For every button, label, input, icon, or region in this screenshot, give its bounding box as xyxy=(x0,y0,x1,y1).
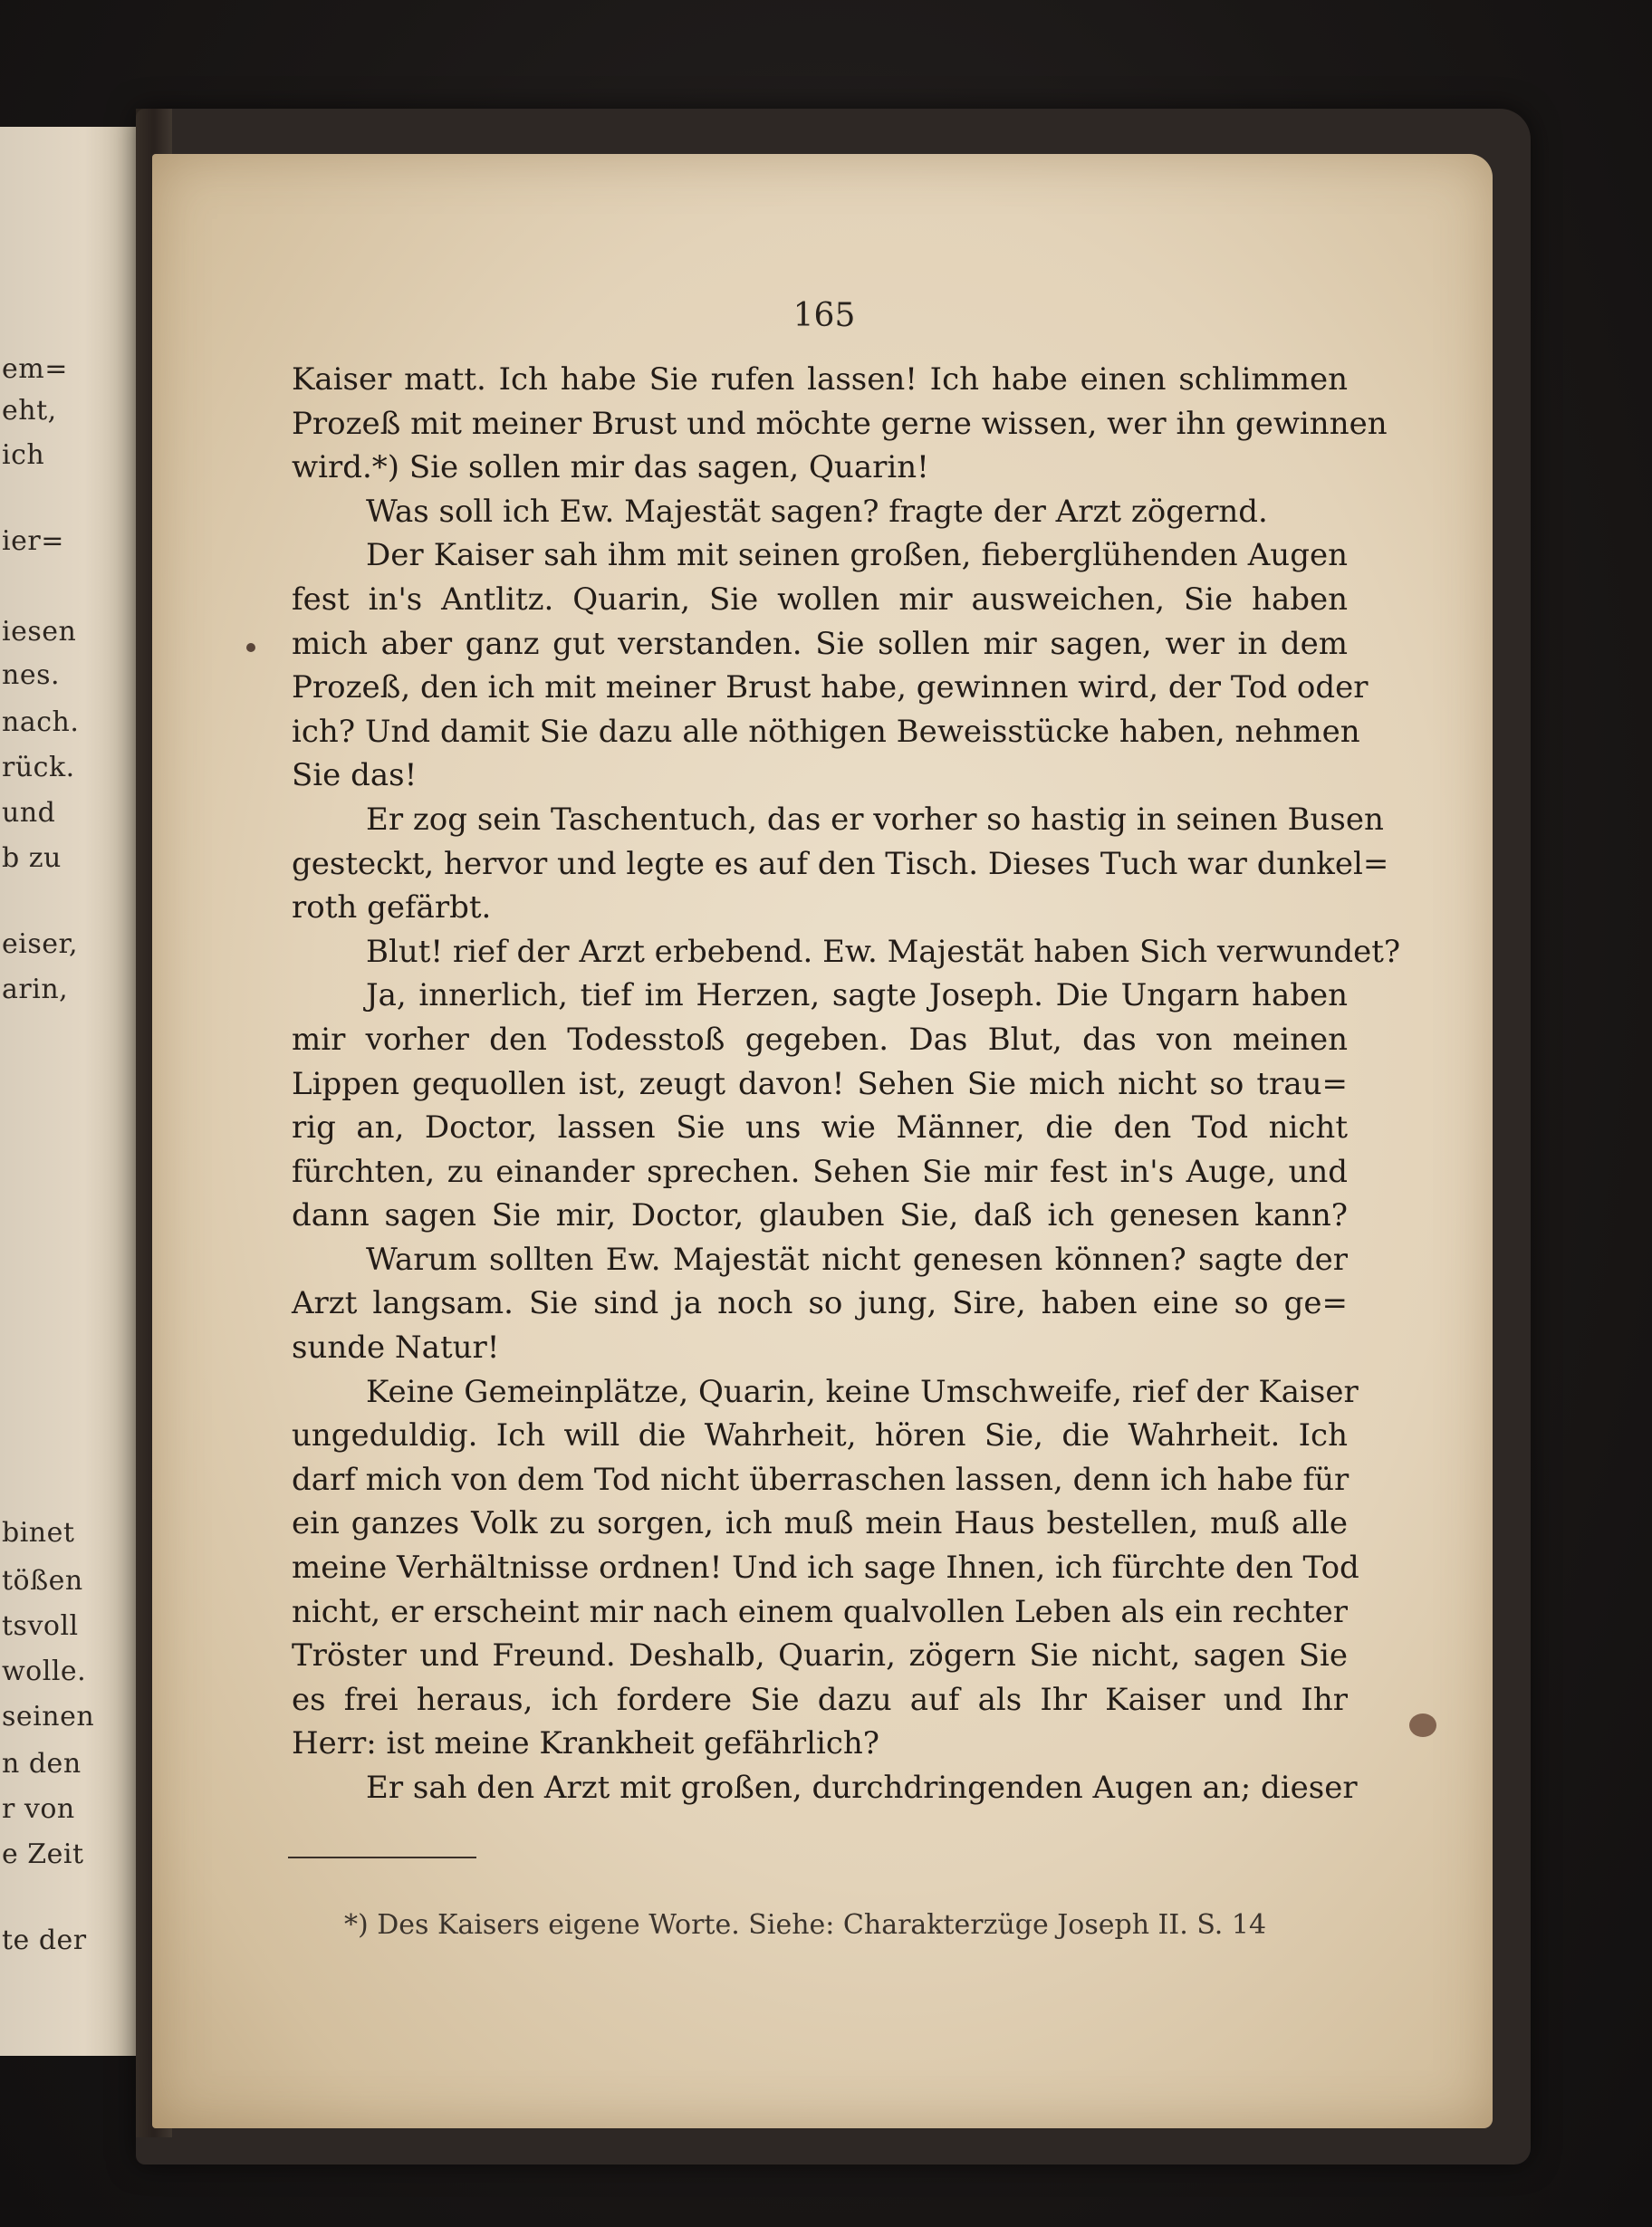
text-line: mich aber ganz gut verstanden. Sie sollen mir sagen, wer in dem xyxy=(292,625,1348,662)
text-line: Prozeß mit meiner Brust und möchte gerne wissen, wer ihn gewinnen xyxy=(292,405,1388,442)
left-page-fragment: ich xyxy=(2,439,45,471)
text-line: wird.*) Sie sollen mir das sagen, Quarin! xyxy=(292,449,929,486)
text-line: meine Verhältnisse ordnen! Und ich sage Ihnen, ich fürchte den Tod xyxy=(292,1550,1359,1587)
ink-dot xyxy=(246,643,255,652)
text-line: dann sagen Sie mir, Doctor, glauben Sie, daß ich genesen kann? xyxy=(292,1197,1348,1234)
left-page-fragment: n den xyxy=(2,1748,82,1780)
text-line: mir vorher den Todesstoß gegeben. Das Blut, das von meinen xyxy=(292,1021,1348,1058)
text-line: es frei heraus, ich fordere Sie dazu auf als Ihr Kaiser und Ihr xyxy=(292,1681,1348,1718)
text-line: ich? Und damit Sie dazu alle nöthigen Beweisstücke haben, nehmen xyxy=(292,713,1360,750)
text-line: fürchten, zu einander sprechen. Sehen Sie mir fest in's Auge, und xyxy=(292,1153,1348,1190)
text-line: sunde Natur! xyxy=(292,1329,500,1367)
text-line: Prozeß, den ich mit meiner Brust habe, gewinnen wird, der Tod oder xyxy=(292,669,1369,706)
text-line: Sie das! xyxy=(292,757,418,794)
text-line: gesteckt, hervor und legte es auf den Tisch. Dieses Tuch war dunkel= xyxy=(292,845,1389,882)
left-page-fragment: eht, xyxy=(2,395,57,427)
text-line: rig an, Doctor, lassen Sie uns wie Männer, die den Tod nicht xyxy=(292,1109,1348,1147)
left-page-fragment: nes. xyxy=(2,659,61,691)
footnote-rule xyxy=(288,1857,476,1858)
left-page-fragment: te der xyxy=(2,1925,87,1956)
text-line: Lippen gequollen ist, zeugt davon! Sehen Sie mich nicht so trau= xyxy=(292,1065,1348,1102)
text-line: ein ganzes Volk zu sorgen, ich muß mein Haus bestellen, muß alle xyxy=(292,1505,1348,1542)
text-line: Keine Gemeinplätze, Quarin, keine Umschweife, rief der Kaiser xyxy=(366,1373,1359,1410)
text-line: Der Kaiser sah ihm mit seinen großen, fieberglühenden Augen xyxy=(366,537,1348,574)
left-page-fragment: seinen xyxy=(2,1701,95,1733)
body-text xyxy=(292,358,1401,1810)
footnote: *) Des Kaisers eigene Worte. Siehe: Charakterzüge Joseph II. S. 14 xyxy=(344,1909,1267,1941)
text-line: Tröster und Freund. Deshalb, Quarin, zögern Sie nicht, sagen Sie xyxy=(292,1637,1348,1675)
left-page-fragment: iesen xyxy=(2,616,77,648)
left-page-fragment: r von xyxy=(2,1793,75,1825)
text-line: Blut! rief der Arzt erbebend. Ew. Majestät haben Sich verwundet? xyxy=(366,933,1401,970)
text-line: Arzt langsam. Sie sind ja noch so jung, Sire, haben eine so ge= xyxy=(292,1285,1348,1322)
left-page-fragment: ier= xyxy=(2,525,64,557)
text-line: ungeduldig. Ich will die Wahrheit, hören Sie, die Wahrheit. Ich xyxy=(292,1417,1348,1454)
page-number: 165 xyxy=(792,297,856,334)
text-line: nicht, er erscheint mir nach einem qualvollen Leben als ein rechter xyxy=(292,1593,1348,1630)
text-line: darf mich von dem Tod nicht überraschen lassen, denn ich habe für xyxy=(292,1461,1349,1498)
text-line: Was soll ich Ew. Majestät sagen? fragte der Arzt zögernd. xyxy=(366,493,1268,530)
page-stain xyxy=(1409,1713,1436,1737)
text-line: Er sah den Arzt mit großen, durchdringenden Augen an; dieser xyxy=(366,1770,1358,1806)
left-page-fragment: tsvoll xyxy=(2,1610,79,1642)
left-page-fragment: binet xyxy=(2,1517,75,1549)
text-line: roth gefärbt. xyxy=(292,889,492,926)
text-line: fest in's Antlitz. Quarin, Sie wollen mir ausweichen, Sie haben xyxy=(292,581,1348,618)
left-page-fragment: nach. xyxy=(2,706,80,738)
left-page-fragment: b zu xyxy=(2,842,62,874)
text-line: Er zog sein Taschentuch, das er vorher so hastig in seinen Busen xyxy=(366,801,1384,838)
left-page-fragment: und xyxy=(2,797,56,829)
text-line: Herr: ist meine Krankheit gefährlich? xyxy=(292,1725,879,1762)
text-line: Ja, innerlich, tief im Herzen, sagte Joseph. Die Ungarn haben xyxy=(366,977,1348,1014)
left-page-fragment: arin, xyxy=(2,974,69,1005)
left-page-fragment: tößen xyxy=(2,1565,83,1597)
left-page-fragment: e Zeit xyxy=(2,1838,84,1870)
left-page-fragment: wolle. xyxy=(2,1656,87,1687)
text-line: Warum sollten Ew. Majestät nicht genesen können? sagte der xyxy=(366,1241,1348,1278)
left-page-fragment: eiser, xyxy=(2,928,79,960)
left-page-fragment: rück. xyxy=(2,752,75,783)
left-facing-page xyxy=(0,127,154,2056)
text-line: Kaiser matt. Ich habe Sie rufen lassen! Ich habe einen schlimmen xyxy=(292,361,1348,398)
left-page-fragment: em= xyxy=(2,353,68,385)
